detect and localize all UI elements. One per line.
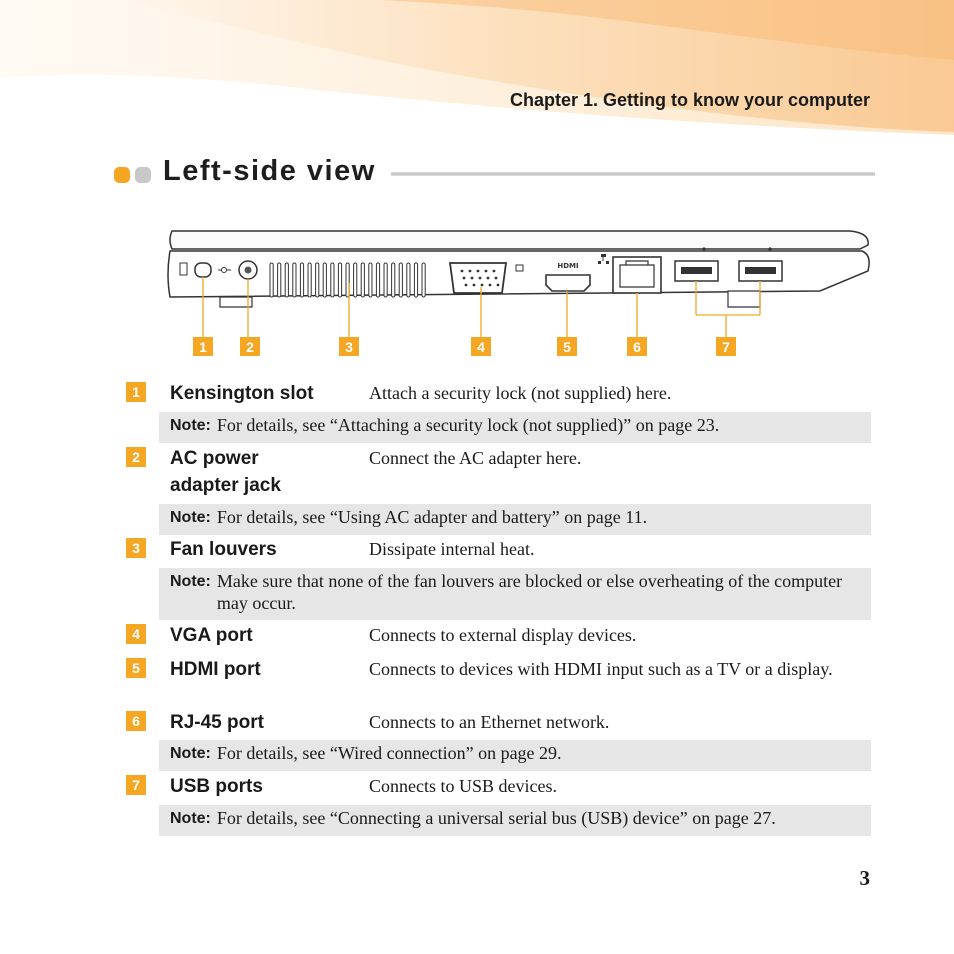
item-description: Attach a security lock (not supplied) here. (369, 383, 672, 403)
section-divider (391, 172, 875, 176)
item-term: HDMI port (170, 659, 261, 680)
section-title: Left-side view (163, 155, 376, 187)
item-description: Connects to external display devices. (369, 625, 637, 645)
item-number-badge: 7 (126, 775, 146, 795)
note-label: Note: (170, 573, 211, 590)
item-description: Dissipate internal heat. (369, 539, 535, 559)
callout-number: 3 (345, 339, 353, 355)
callout-badge (193, 337, 213, 356)
note-label: Note: (170, 417, 211, 434)
page-number: 3 (859, 866, 870, 890)
note-label: Note: (170, 810, 211, 827)
header-swoosh (0, 0, 954, 140)
note-box (159, 740, 871, 771)
item-description: Connect the AC adapter here. (369, 448, 582, 468)
item-number-badge: 6 (126, 711, 146, 731)
item-term: RJ-45 port (170, 712, 264, 733)
hdmi-port-shape (546, 275, 590, 291)
section-bullets-icon (113, 165, 153, 185)
note-box (159, 504, 871, 535)
item-number-badge: 1 (126, 382, 146, 402)
item-term: AC power adapter jack (170, 448, 281, 496)
note-box (159, 412, 871, 443)
callout-number: 4 (477, 339, 485, 355)
callout-badge (471, 337, 491, 356)
callout-badge (240, 337, 260, 356)
kensington-slot-shape (195, 263, 211, 277)
item-number-badge: 2 (126, 447, 146, 467)
laptop-left-side-diagram (160, 225, 880, 365)
section-heading (113, 155, 875, 195)
item-term: Fan louvers (170, 539, 277, 560)
callout-badge (627, 337, 647, 356)
note-text: For details, see “Attaching a security lock (not supplied)” on page 23. (216, 415, 720, 435)
item-term: USB ports (170, 776, 263, 797)
note-text: Make sure that none of the fan louvers are blocked or else overheating of the computer may occur. (216, 571, 843, 613)
note-box (159, 568, 871, 620)
callout-number: 7 (722, 339, 730, 355)
note-text: For details, see “Using AC adapter and battery” on page 11. (216, 507, 648, 527)
item-term: VGA port (170, 625, 253, 646)
note-text: For details, see “Wired connection” on page 29. (216, 743, 562, 763)
note-label: Note: (170, 745, 211, 762)
item-term: Kensington slot (170, 383, 314, 404)
callout-number: 1 (199, 339, 207, 355)
callout-number: 2 (246, 339, 254, 355)
item-number-badge: 5 (126, 658, 146, 678)
callout-number: 6 (633, 339, 641, 355)
item-description: Connects to USB devices. (369, 776, 557, 796)
callout-badge (339, 337, 359, 356)
callout-badge (557, 337, 577, 356)
item-description: Connects to devices with HDMI input such as a TV or a display. (369, 659, 833, 679)
vga-port-shape (450, 263, 506, 293)
callout-badge (716, 337, 736, 356)
item-description: Connects to an Ethernet network. (369, 712, 610, 732)
hdmi-label: HDMI (557, 262, 579, 270)
fan-louvers-shape (270, 263, 425, 297)
note-label: Note: (170, 509, 211, 526)
item-number-badge: 4 (126, 624, 146, 644)
callout-number: 5 (563, 339, 571, 355)
note-text: For details, see “Connecting a universal serial bus (USB) device” on page 27. (216, 808, 776, 828)
note-box (159, 805, 871, 836)
chapter-title: Chapter 1. Getting to know your computer (509, 90, 870, 110)
item-number-badge: 3 (126, 538, 146, 558)
